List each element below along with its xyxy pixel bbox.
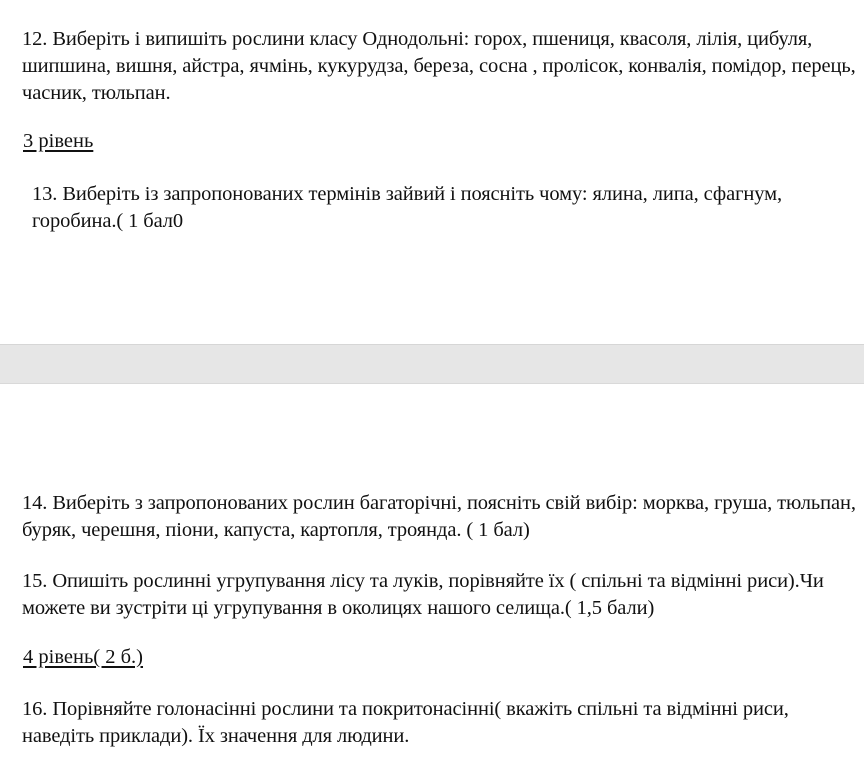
question-13: 13. Виберіть із запропонованих термінів зайвий і поясніть чому: ялина, липа, сфагнум, горобина.( 1 бал0 xyxy=(32,183,783,232)
level-4-heading: 4 рівень( 2 б.) xyxy=(23,646,144,668)
question-16: 16. Порівняйте голонасінні рослини та покритонасінні( вкажіть спільні та відмінні риси, наведіть приклади). Їх значення для людини. xyxy=(22,698,789,747)
question-12: 12. Виберіть і випишіть рослини класу Однодольні: горох, пшениця, квасоля, лілія, цибуля, шипшина, вишня, айстра, ячмінь, кукурудза, береза, сосна , пролісок, конвалія, помідор, перець, часник, тюльпан. xyxy=(22,28,856,104)
question-14: 14. Виберіть з запропонованих рослин багаторічні, поясніть свій вибір: морква, груша, тюльпан, буряк, черешня, піони, капуста, картопля, троянда. ( 1 бал) xyxy=(22,492,856,541)
document-page-top xyxy=(0,0,864,344)
document-page-bottom xyxy=(0,384,864,770)
question-15: 15. Опишіть рослинні угрупування лісу та луків, порівняйте їх ( спільні та відмінні риси).Чи можете ви зустріти ці угрупування в околицях нашого селища.( 1,5 бали) xyxy=(22,570,824,619)
level-3-heading: 3 рівень xyxy=(23,130,94,152)
page-separator xyxy=(0,344,864,384)
